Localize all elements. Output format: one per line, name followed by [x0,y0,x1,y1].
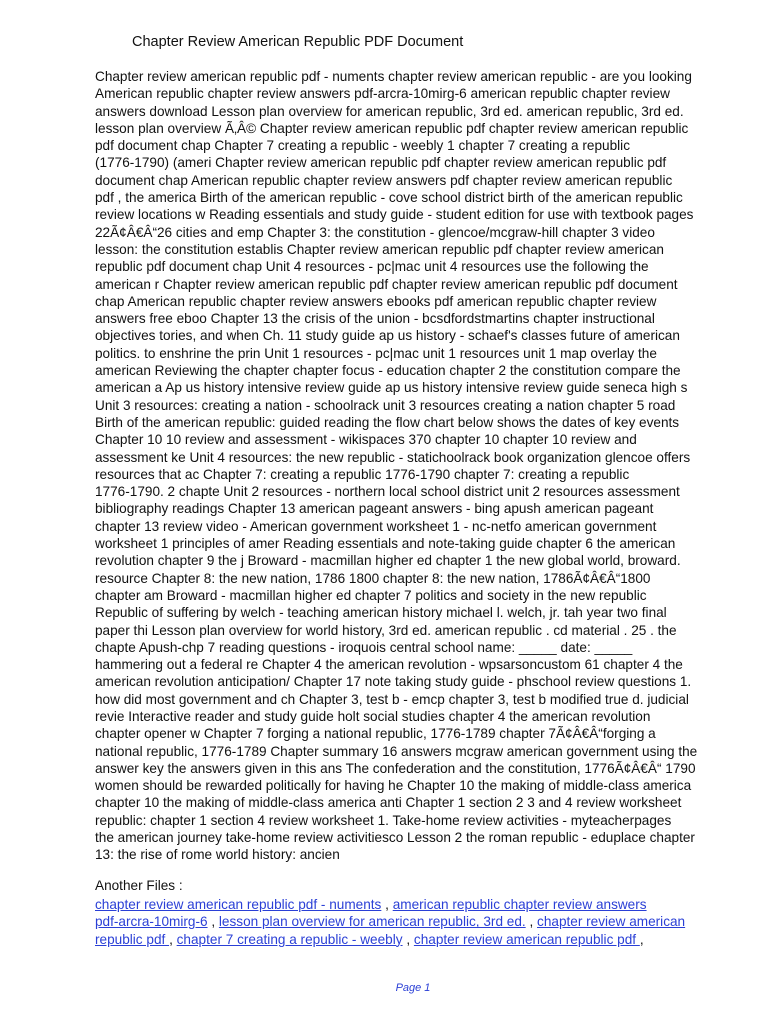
body-line: american a Ap us history intensive review guide ap us history intensive review guide seneca high s [95,380,688,396]
body-line: Chapter review american republic pdf - numents chapter review american republic - are you looking [95,69,692,84]
link-separator: , [402,931,414,947]
link-separator: , [525,914,538,930]
body-line: answers free eboo Chapter 13 the crisis of the union - bcsdfordstmartins chapter instructional [95,311,655,327]
body-line: worksheet 1 principles of amer Reading essentials and note-taking guide chapter 6 the american [95,536,676,552]
body-line: the american journey take-home review activitiesco Lesson 2 the roman republic - eduplace chapter [95,830,695,846]
links-line-3 [95,931,735,948]
file-link-5[interactable]: chapter 7 creating a republic - weebly [176,931,403,947]
body-line: Chapter 10 10 review and assessment - wikispaces 370 chapter 10 chapter 10 review and [95,432,637,448]
link-separator: , [207,914,219,930]
trailing-separator: , [639,931,644,947]
link-separator: , [169,931,177,947]
page-number: Page 1 [395,982,431,994]
body-line: how did most government and ch Chapter 3, test b - emcp chapter 3, test b modified true d. judicial [95,691,689,707]
body-line: politics. to enshrine the prin Unit 1 resources - pc|mac unit 1 resources unit 1 map overlay the [95,345,657,361]
file-link-1[interactable]: chapter review american republic pdf - numents [95,897,382,912]
file-link-4[interactable]: chapter review american [537,914,686,930]
body-line: lesson: the constitution establis Chapter review american republic pdf chapter review american [95,241,664,257]
links-line-2 [95,913,735,930]
body-line: American republic chapter review answers pdf-arcra-10mirg-6 american republic chapter review [95,86,670,102]
file-link-2[interactable]: american republic chapter review answers [392,897,647,912]
body-line: bibliography readings Chapter 13 american pageant answers - bing apush american pageant [95,501,654,517]
file-link-3[interactable]: lesson plan overview for american republic, 3rd ed. [218,914,526,930]
body-line: review locations w Reading essentials and study guide - student edition for use with textbook pages [95,207,694,223]
body-line: hammering out a federal re Chapter 4 the american revolution - wpsarsoncustom 61 chapter 4 the [95,657,683,673]
body-line: document chap American republic chapter review answers pdf chapter review american republic [95,172,673,188]
body-line: national republic, 1776-1789 Chapter summary 16 answers mcgraw american government using the [95,743,698,759]
file-link-6[interactable]: chapter review american republic pdf [413,931,640,947]
document-title: Chapter Review American Republic PDF Document [132,34,464,50]
body-line: american r Chapter review american republic pdf chapter review american republic pdf document [95,276,678,292]
body-line: answer key the answers given in this ans The confederation and the constitution, 1776Ã¢Â€Â“ 1790 [95,760,696,776]
another-files-label: Another Files : [95,878,183,893]
body-line: 13: the rise of rome world history: ancien [95,847,340,863]
body-line: lesson plan overview Ã‚Â© Chapter review american republic pdf chapter review american republic [95,120,689,136]
body-text [95,68,735,864]
body-line: chapte Apush-chp 7 reading questions - iroquois central school name: _____ date: _____ [95,639,633,655]
body-line: assessment ke Unit 4 resources: the new republic - statichoolrack book organization glencoe offers [95,449,691,465]
body-line: Republic of suffering by welch - teaching american history michael l. welch, jr. tah year two final [95,605,667,621]
body-line: chapter opener w Chapter 7 forging a national republic, 1776-1789 chapter 7Ã¢Â€Â“forging a [95,726,656,742]
body-line: resources that ac Chapter 7: creating a republic 1776-1790 chapter 7: creating a republic [95,466,630,482]
body-line: 1776-1790. 2 chapte Unit 2 resources - northern local school district unit 2 resources assessment [95,484,680,500]
body-line: pdf , the america Birth of the american republic - cove school district birth of the american republic [95,190,683,206]
body-line: chapter 13 review video - American government worksheet 1 - nc-netfo american government [95,518,657,534]
body-line: republic pdf document chap Unit 4 resources - pc|mac unit 4 resources use the following the [95,259,649,275]
body-line: american Reviewing the chapter chapter focus - education chapter 2 the constitution compare the [95,363,681,379]
body-line: chapter 10 the making of middle-class america anti Chapter 1 section 2 3 and 4 review worksheet [95,795,682,811]
body-line: pdf document chap Chapter 7 creating a republic - weebly 1 chapter 7 creating a republic [95,138,631,154]
another-files-links [95,896,735,948]
body-line: american revolution anticipation/ Chapter 17 note taking study guide - phschool review questions 1. [95,674,692,690]
body-line: revolution chapter 9 the j Broward - macmillan higher ed chapter 1 the new global world, broward. [95,553,681,569]
body-line: revie Interactive reader and study guide holt social studies chapter 4 the american revolution [95,708,651,724]
file-link-2-cont[interactable]: pdf-arcra-10mirg-6 [95,914,208,930]
file-link-4-cont[interactable]: republic pdf [95,931,170,947]
body-line: 22Ã¢Â€Â“26 cities and emp Chapter 3: the constitution - glencoe/mcgraw-hill chapter 3 video [95,224,655,240]
body-line: chapter am Broward - macmillan higher ed chapter 7 politics and society in the new republic [95,587,647,603]
body-line: republic: chapter 1 section 4 review worksheet 1. Take-home review activities - myteacherpages [95,812,672,828]
body-line: objectives tories, and when Ch. 11 study guide ap us history - schaef's classes future of american [95,328,680,344]
body-line: resource Chapter 8: the new nation, 1786 1800 chapter 8: the new nation, 1786Ã¢Â€Â“1800 [95,570,651,586]
body-line: women should be rewarded politically for having he Chapter 10 the making of middle-class america [95,778,692,794]
body-line: answers download Lesson plan overview for american republic, 3rd ed. american republic, 3rd ed. [95,103,684,119]
body-line: chap American republic chapter review answers ebooks pdf american republic chapter review [95,293,657,309]
links-line-1 [95,896,735,913]
body-line: Birth of the american republic: guided reading the flow chart below shows the dates of key events [95,414,680,430]
link-separator: , [381,897,393,912]
body-line: (1776-1790) (ameri Chapter review american republic pdf chapter review american republic pdf [95,155,667,171]
body-line: Unit 3 resources: creating a nation - schoolrack unit 3 resources creating a nation chapter 5 road [95,397,676,413]
body-line: paper thi Lesson plan overview for world history, 3rd ed. american republic . cd material . 25 . the [95,622,677,638]
